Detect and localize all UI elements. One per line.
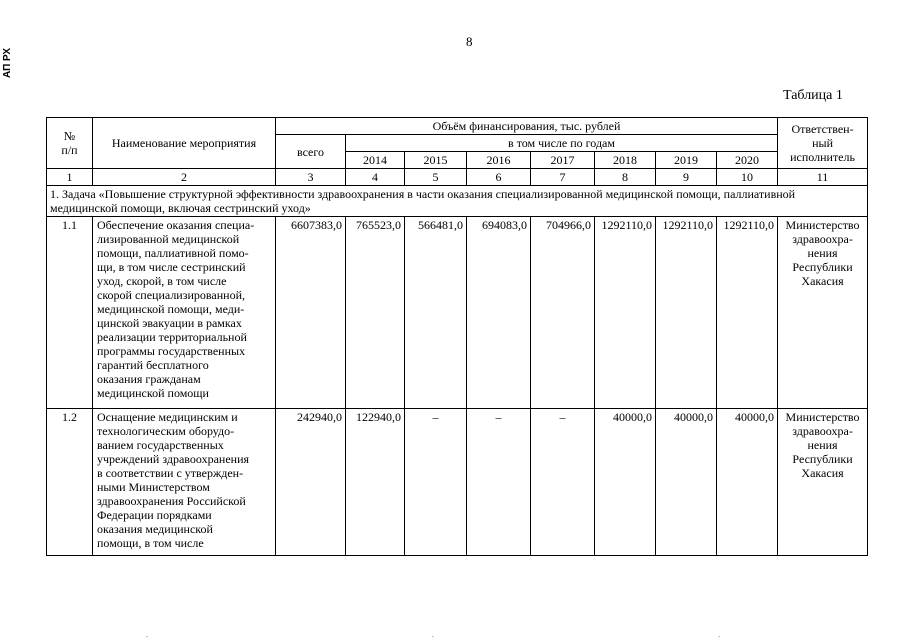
column-number: 11 (778, 169, 868, 186)
column-number: 2 (93, 169, 276, 186)
row-num: 1.1 (47, 217, 93, 409)
column-number: 8 (595, 169, 656, 186)
row-value: 40000,0 (717, 409, 778, 556)
row-value: – (467, 409, 531, 556)
row-value: 40000,0 (595, 409, 656, 556)
row-value: 40000,0 (656, 409, 717, 556)
row-responsible: Министерство здравоохра- нения Республики Хакасия (778, 217, 868, 409)
row-value: 1292110,0 (717, 217, 778, 409)
page-number: 8 (466, 34, 473, 49)
row-total: 242940,0 (276, 409, 346, 556)
column-number: 5 (405, 169, 467, 186)
footer-mark: . (718, 630, 720, 639)
column-number: 4 (346, 169, 405, 186)
row-value: 765523,0 (346, 217, 405, 409)
header-funding: Объём финансирования, тыс. рублей (276, 118, 778, 135)
header-year: 2016 (467, 152, 531, 169)
column-number: 7 (531, 169, 595, 186)
header-row-1 (47, 118, 868, 135)
row-value: 704966,0 (531, 217, 595, 409)
footer-mark: . (146, 630, 148, 639)
funding-table (46, 117, 868, 556)
table-row (47, 409, 868, 556)
row-value: 1292110,0 (595, 217, 656, 409)
column-number: 6 (467, 169, 531, 186)
row-total: 6607383,0 (276, 217, 346, 409)
header-by-years: в том числе по годам (346, 135, 778, 152)
table-caption: Таблица 1 (783, 88, 843, 103)
task-row (47, 186, 868, 217)
header-year: 2020 (717, 152, 778, 169)
row-value: – (531, 409, 595, 556)
row-num: 1.2 (47, 409, 93, 556)
column-number: 10 (717, 169, 778, 186)
header-year: 2019 (656, 152, 717, 169)
row-value: 694083,0 (467, 217, 531, 409)
row-value: 1292110,0 (656, 217, 717, 409)
task-title: 1. Задача «Повышение структурной эффективности здравоохранения в части оказания специализированной медицинской помощи, паллиативной медицинской помощи, включая сестринский уход» (47, 186, 868, 217)
row-value: 566481,0 (405, 217, 467, 409)
column-number: 1 (47, 169, 93, 186)
header-year: 2018 (595, 152, 656, 169)
header-total: всего (276, 135, 346, 169)
header-num: № п/п (47, 118, 93, 169)
header-name: Наименование мероприятия (93, 118, 276, 169)
row-name: Оснащение медицинским и технологическим оборудо- ванием государственных учреждений здравоохранения в соответствии с утвержден- ными Министерством здравоохранения Российской Федерации порядками оказания медицинской помощи, в том числе (93, 409, 276, 556)
header-responsible: Ответствен- ный исполнитель (778, 118, 868, 169)
header-year: 2015 (405, 152, 467, 169)
column-numbers-row (47, 169, 868, 186)
row-value: – (405, 409, 467, 556)
column-number: 3 (276, 169, 346, 186)
footer-mark: . (432, 630, 434, 639)
header-year: 2017 (531, 152, 595, 169)
row-value: 122940,0 (346, 409, 405, 556)
header-year: 2014 (346, 152, 405, 169)
row-name: Обеспечение оказания специа- лизированной медицинской помощи, паллиативной помо- щи, в том числе сестринский уход, скорой, в том числе скорой специализированной, медицинской помощи, меди- цинской эвакуации в рамках реализации территориальной программы государственных гарантий бесплатного оказания гражданам медицинской помощи (93, 217, 276, 409)
row-responsible: Министерство здравоохра- нения Республики Хакасия (778, 409, 868, 556)
column-number: 9 (656, 169, 717, 186)
side-stamp: АП РХ (2, 48, 13, 79)
table-row (47, 217, 868, 409)
